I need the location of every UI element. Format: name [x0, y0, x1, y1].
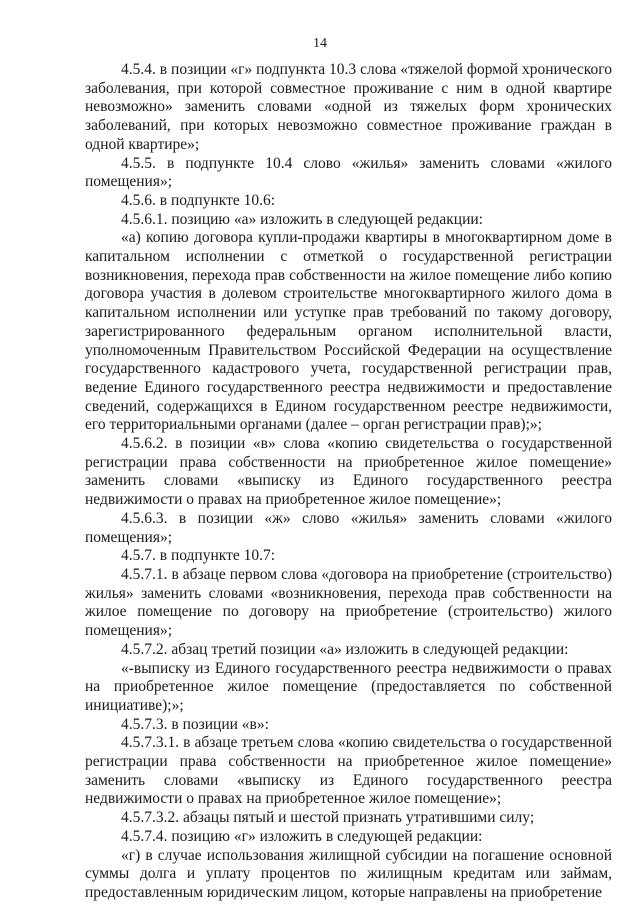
paragraph-4-5-6-1: 4.5.6.1. позицию «а» изложить в следующей редакции: — [121, 210, 483, 228]
paragraph-4-5-7-1: 4.5.7.1. в абзаце первом слова «договора на приобретение (строительство) жилья» заменить словами «возникновения, перехода прав собственности на жилое помещение по договору на приобретение (строительство) жилого помещения»; — [85, 565, 612, 640]
paragraph-4-5-7-2: 4.5.7.2. абзац третий позиции «а» изложить в следующей редакции: — [121, 640, 569, 658]
paragraph-4-5-6-3: 4.5.6.3. в позиции «ж» слово «жилья» заменить словами «жилого помещения»; — [85, 509, 612, 546]
paragraph-4-5-6-2: 4.5.6.2. в позиции «в» слова «копию свидетельства о государственной регистрации права собственности на приобретенное жилое помещение» заменить словами «выписку из Единого государственного реестра недвижимости о правах на приобретенное жилое помещение»; — [85, 435, 612, 509]
paragraph-4-5-7-4: 4.5.7.4. позицию «г» изложить в следующей редакции: — [121, 827, 483, 845]
page-number: 14 — [313, 36, 327, 51]
document-body — [85, 61, 612, 903]
paragraph-4-5-7-3-2: 4.5.7.3.2. абзацы пятый и шестой признать утратившими силу; — [121, 809, 535, 827]
paragraph-extract-text: «-выписку из Единого государственного реестра недвижимости о правах на приобретенное жилое помещение (предоставляется по собственной инициативе);»; — [85, 659, 612, 714]
paragraph-position-g-text: «г) в случае использования жилищной субсидии на погашение основной суммы долга и уплату процентов по жилищным кредитам или займам, предоставленным юридическим лицом, которые направлены на приобретение — [85, 846, 612, 901]
paragraph-position-a-text: «а) копию договора купли-продажи квартиры в многоквартирном доме в капитальном исполнении с отметкой о государственной регистрации возникновения, перехода прав собственности на жилое помещение либо копию договора участия в долевом строительстве многоквартирного жилого дома в капитальном исполнении или уступке прав требований по такому договору, зарегистрированного федеральным органом исполнительной власти, уполномоченным Правительством Российской Федерации на осуществление государственного кадастрового учета, государственной регистрации прав, ведение Единого государственного реестра недвижимости и предоставление сведений, содержащихся в Едином государственном реестре недвижимости, его территориальными органами (далее – орган регистрации прав);»; — [85, 229, 612, 434]
paragraph-4-5-7-3-1: 4.5.7.3.1. в абзаце третьем слова «копию свидетельства о государственной регистрации права собственности на приобретенное жилое помещение» заменить словами «выписку из Единого государственного реестра недвижимости о правах на приобретенное жилое помещение»; — [85, 734, 612, 808]
paragraph-4-5-7: 4.5.7. в подпункте 10.7: — [121, 547, 276, 565]
paragraph-4-5-6: 4.5.6. в подпункте 10.6: — [121, 191, 276, 209]
paragraph-4-5-4: 4.5.4. в позиции «г» подпункта 10.3 слова «тяжелой формой хронического заболевания, при которой совместное проживание с ним в одной квартире невозможно» заменить словами «одной из тяжелых форм хронических заболеваний, при которых невозможно совместное проживание граждан в одной квартире»; — [85, 61, 612, 153]
paragraph-4-5-5: 4.5.5. в подпункте 10.4 слово «жилья» заменить словами «жилого помещения»; — [85, 154, 612, 191]
paragraph-4-5-7-3: 4.5.7.3. в позиции «в»: — [121, 715, 269, 733]
